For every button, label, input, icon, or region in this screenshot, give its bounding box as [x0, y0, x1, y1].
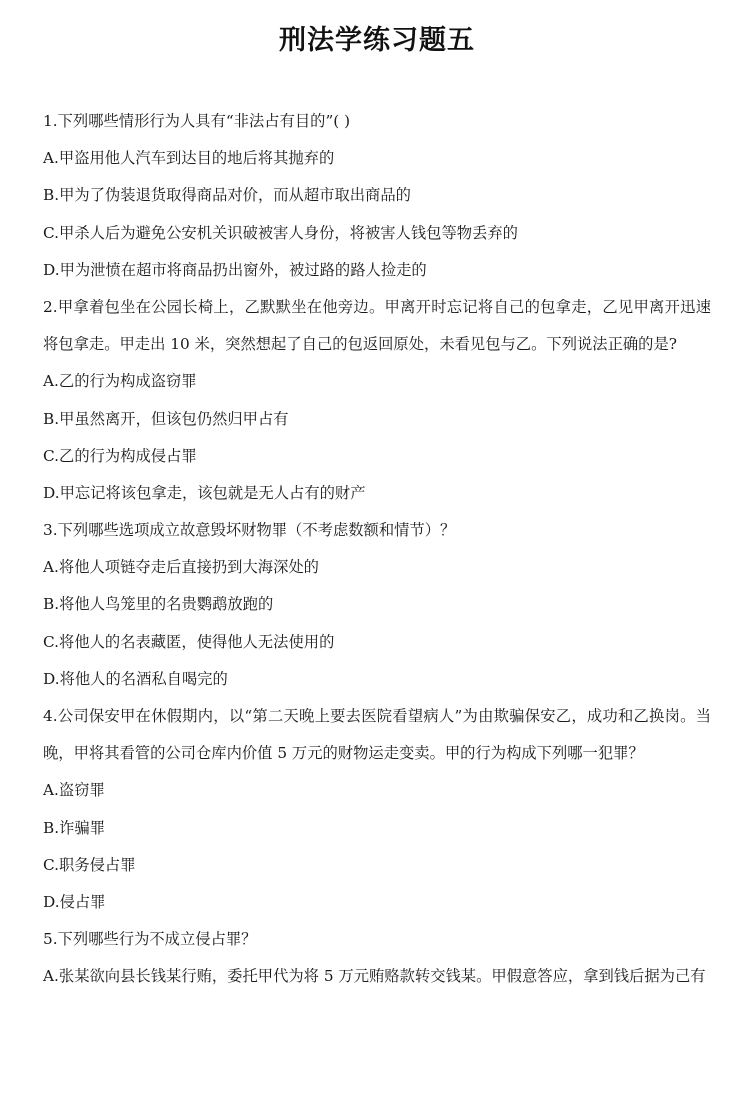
question-stem: 2.甲拿着包坐在公园长椅上，乙默默坐在他旁边。甲离开时忘记将自己的包拿走，乙见甲离开迅速将包拿走。甲走出 10 米，突然想起了自己的包返回原处，未看见包与乙。下列说法正确的是?	[43, 297, 711, 354]
question-stem: 3.下列哪些选项成立故意毁坏财物罪（不考虑数额和情节）？	[43, 521, 456, 540]
option-b: B.诈骗罪	[43, 818, 105, 837]
option-b: B.甲为了伪装退货取得商品对价，而从超市取出商品的	[43, 186, 411, 205]
option-d: D.甲忘记将该包拿走，该包就是无人占有的财产	[43, 483, 366, 502]
page-title: 刑法学练习题五	[279, 25, 475, 56]
option-a: A.甲盗用他人汽车到达目的地后将其抛弃的	[43, 149, 335, 168]
option-d: D.甲为泄愤在超市将商品扔出窗外，被过路的路人捡走的	[43, 260, 427, 279]
option-b: B.甲虽然离开，但该包仍然归甲占有	[43, 409, 289, 428]
question-stem: 4.公司保安甲在休假期内，以“第二天晚上要去医院看望病人”为由欺骗保安乙，成功和乙换岗。当晚，甲将其看管的公司仓库内价值 5 万元的财物运走变卖。甲的行为构成下列哪一犯罪？	[43, 707, 711, 763]
question-3	[43, 512, 711, 698]
question-1	[43, 103, 711, 289]
question-2	[43, 289, 711, 512]
option-d: D.侵占罪	[43, 893, 106, 911]
question-stem: 5.下列哪些行为不成立侵占罪？	[43, 930, 257, 949]
option-a: A.乙的行为构成盗窃罪	[43, 372, 197, 391]
question-stem: 1.下列哪些情形行为人具有“非法占有目的”( )	[43, 112, 351, 130]
option-c: C.乙的行为构成侵占罪	[43, 446, 197, 465]
option-a: A.将他人项链夺走后直接扔到大海深处的	[43, 558, 319, 577]
option-d: D.将他人的名酒私自喝完的	[43, 669, 228, 688]
option-a: A.张某欲向县长钱某行贿，委托甲代为将 5 万元贿赂款转交钱某。甲假意答应，拿到钱后据为己有	[43, 967, 706, 986]
option-c: C.职务侵占罪	[43, 855, 136, 874]
question-5	[43, 921, 711, 995]
question-4	[43, 698, 711, 921]
question-list	[43, 103, 711, 996]
option-c: C.将他人的名表藏匿，使得他人无法使用的	[43, 632, 335, 651]
option-a: A.盗窃罪	[43, 781, 105, 800]
option-c: C.甲杀人后为避免公安机关识破被害人身份，将被害人钱包等物丢弃的	[43, 223, 518, 242]
option-b: B.将他人鸟笼里的名贵鹦鹉放跑的	[43, 595, 274, 614]
